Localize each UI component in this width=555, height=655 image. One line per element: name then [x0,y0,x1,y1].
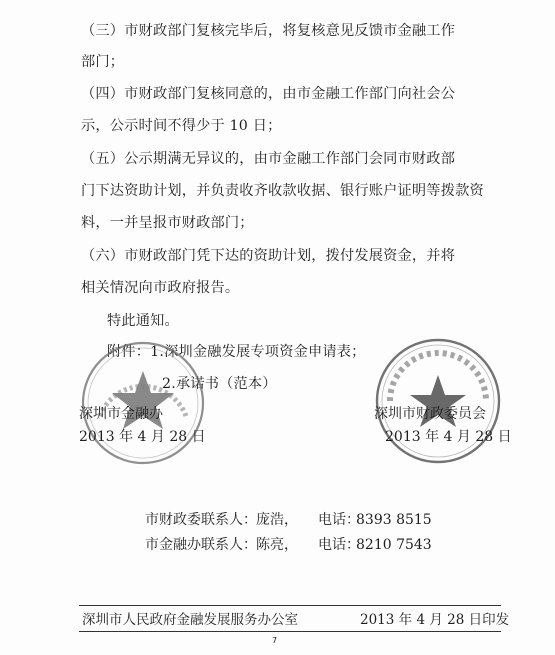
fin-office-phone-label: 电话： [318,537,360,553]
footer-bottom-rule [79,631,501,632]
body-paragraph-3-line-1: （三）市财政部门复核完毕后，将复核意见反馈市金融工作 [81,23,456,39]
left-official-seal [78,338,208,468]
body-paragraph-5-line-2: 门下达资助计划，并负责收齐收款收据、银行账户证明等拨款资 [81,183,484,199]
right-signatory-date: 2013 年 4 月 28 日 [385,429,512,445]
finance-phone-label: 电话： [318,512,360,528]
footer-printed-date: 2013 年 4 月 28 日印发 [360,612,510,628]
right-signatory-org: 深圳市财政委员会 [374,406,486,422]
right-official-seal [372,335,504,467]
fin-office-phone: 8210 7543 [356,537,432,553]
footer-issuer: 深圳市人民政府金融发展服务办公室 [82,612,298,628]
body-paragraph-6-line-1: （六）市财政部门凭下达的资助计划，拨付发展资金，并将 [81,248,456,264]
attachment-item-2: 2.承诺书（范本） [162,376,277,392]
body-paragraph-5-line-1: （五）公示期满无异议的，由市金融工作部门会同市财政部 [81,151,456,167]
fin-office-contact-name: 陈亮， [256,537,298,553]
finance-contact-label: 市财政委联系人： [145,512,257,528]
fin-office-contact-label: 市金融办联系人： [145,537,257,553]
page-number: 7 [272,636,278,645]
finance-contact-name: 庞浩， [256,512,298,528]
body-paragraph-4-line-2: 示，公示时间不得少于 10 日； [81,118,282,134]
left-signatory-date: 2013 年 4 月 28 日 [79,429,206,445]
body-paragraph-3-line-2: 部门； [81,54,125,70]
body-paragraph-6-line-2: 相关情况向市政府报告。 [81,280,240,296]
attachment-item-1: 附件：1.深圳金融发展专项资金申请表； [107,344,366,360]
closing-notice: 特此通知。 [107,313,179,329]
body-paragraph-4-line-1: （四）市财政部门复核同意的，由市金融工作部门向社会公 [81,86,456,102]
finance-phone: 8393 8515 [356,512,432,528]
left-signatory-org: 深圳市金融办 [79,406,163,422]
footer-top-rule [79,605,501,606]
body-paragraph-5-line-3: 料，一并呈报市财政部门； [81,215,254,231]
